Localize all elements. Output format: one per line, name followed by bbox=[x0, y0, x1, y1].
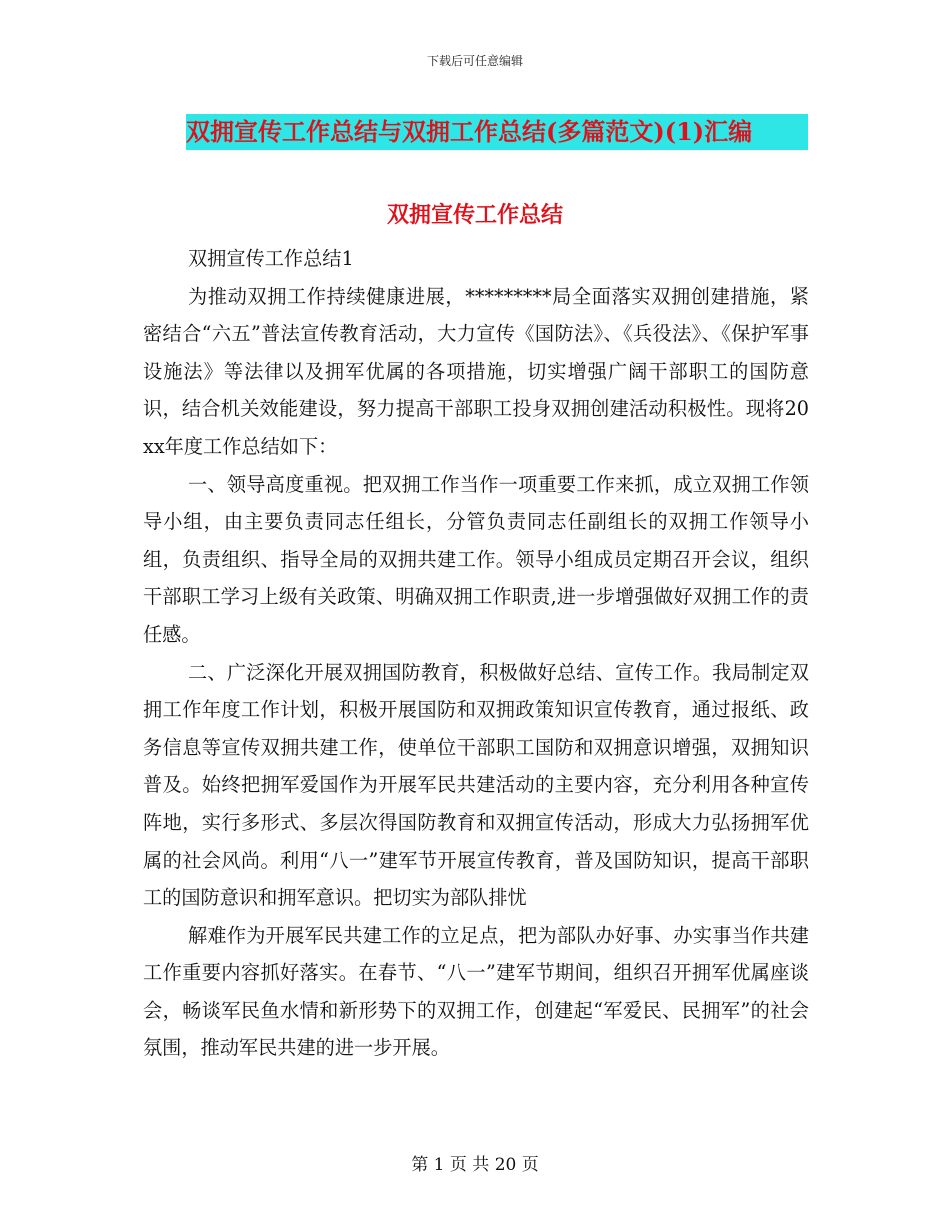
paragraph: 为推动双拥工作持续健康进展，*********局全面落实双拥创建措施，紧密结合“六五”普法宣传教育活动，大力宣传《国防法》、《兵役法》、《保护军事设施法》等法律以及拥军优属的各项措施，切实增强广阔干部职工的国防意识，结合机关效能建设，努力提高干部职工投身双拥创建活动积极性。现将20xx年度工作总结如下： bbox=[143, 284, 809, 458]
document-body bbox=[143, 222, 809, 1067]
section-title: 双拥宣传工作总结 bbox=[386, 202, 563, 228]
header-note: 下载后可任意编辑 bbox=[426, 54, 523, 68]
page-footer: 第 1 页 共 20 页 bbox=[411, 1155, 539, 1175]
paragraph: 一、领导高度重视。把双拥工作当作一项重要工作来抓，成立双拥工作领导小组，由主要负责同志任组长，分管负责同志任副组长的双拥工作领导小组，负责组织、指导全局的双拥共建工作。领导小组成员定期召开会议，组织干部职工学习上级有关政策、明确双拥工作职责,进一步增强做好双拥工作的责任感。 bbox=[143, 472, 809, 646]
document-title: 双拥宣传工作总结与双拥工作总结(多篇范文)(1)汇编 bbox=[186, 114, 808, 150]
paragraph: 解难作为开展军民共建工作的立足点，把为部队办好事、办实事当作共建工作重要内容抓好落实。在春节、“八一”建军节期间，组织召开拥军优属座谈会，畅谈军民鱼水情和新形势下的双拥工作，创建起“军爱民、民拥军”的社会氛围，推动军民共建的进一步开展。 bbox=[143, 923, 809, 1060]
paragraph: 二、广泛深化开展双拥国防教育，积极做好总结、宣传工作。我局制定双拥工作年度工作计划，积极开展国防和双拥政策知识宣传教育，通过报纸、政务信息等宣传双拥共建工作，使单位干部职工国防和双拥意识增强，双拥知识普及。始终把拥军爱国作为开展军民共建活动的主要内容，充分利用各种宣传阵地，实行多形式、多层次得国防教育和双拥宣传活动，形成大力弘扬拥军优属的社会风尚。利用“八一”建军节开展宣传教育，普及国防知识，提高干部职工的国防意识和拥军意识。把切实为部队排忧 bbox=[143, 660, 809, 910]
paragraph-subtitle: 双拥宣传工作总结1 bbox=[188, 247, 354, 270]
